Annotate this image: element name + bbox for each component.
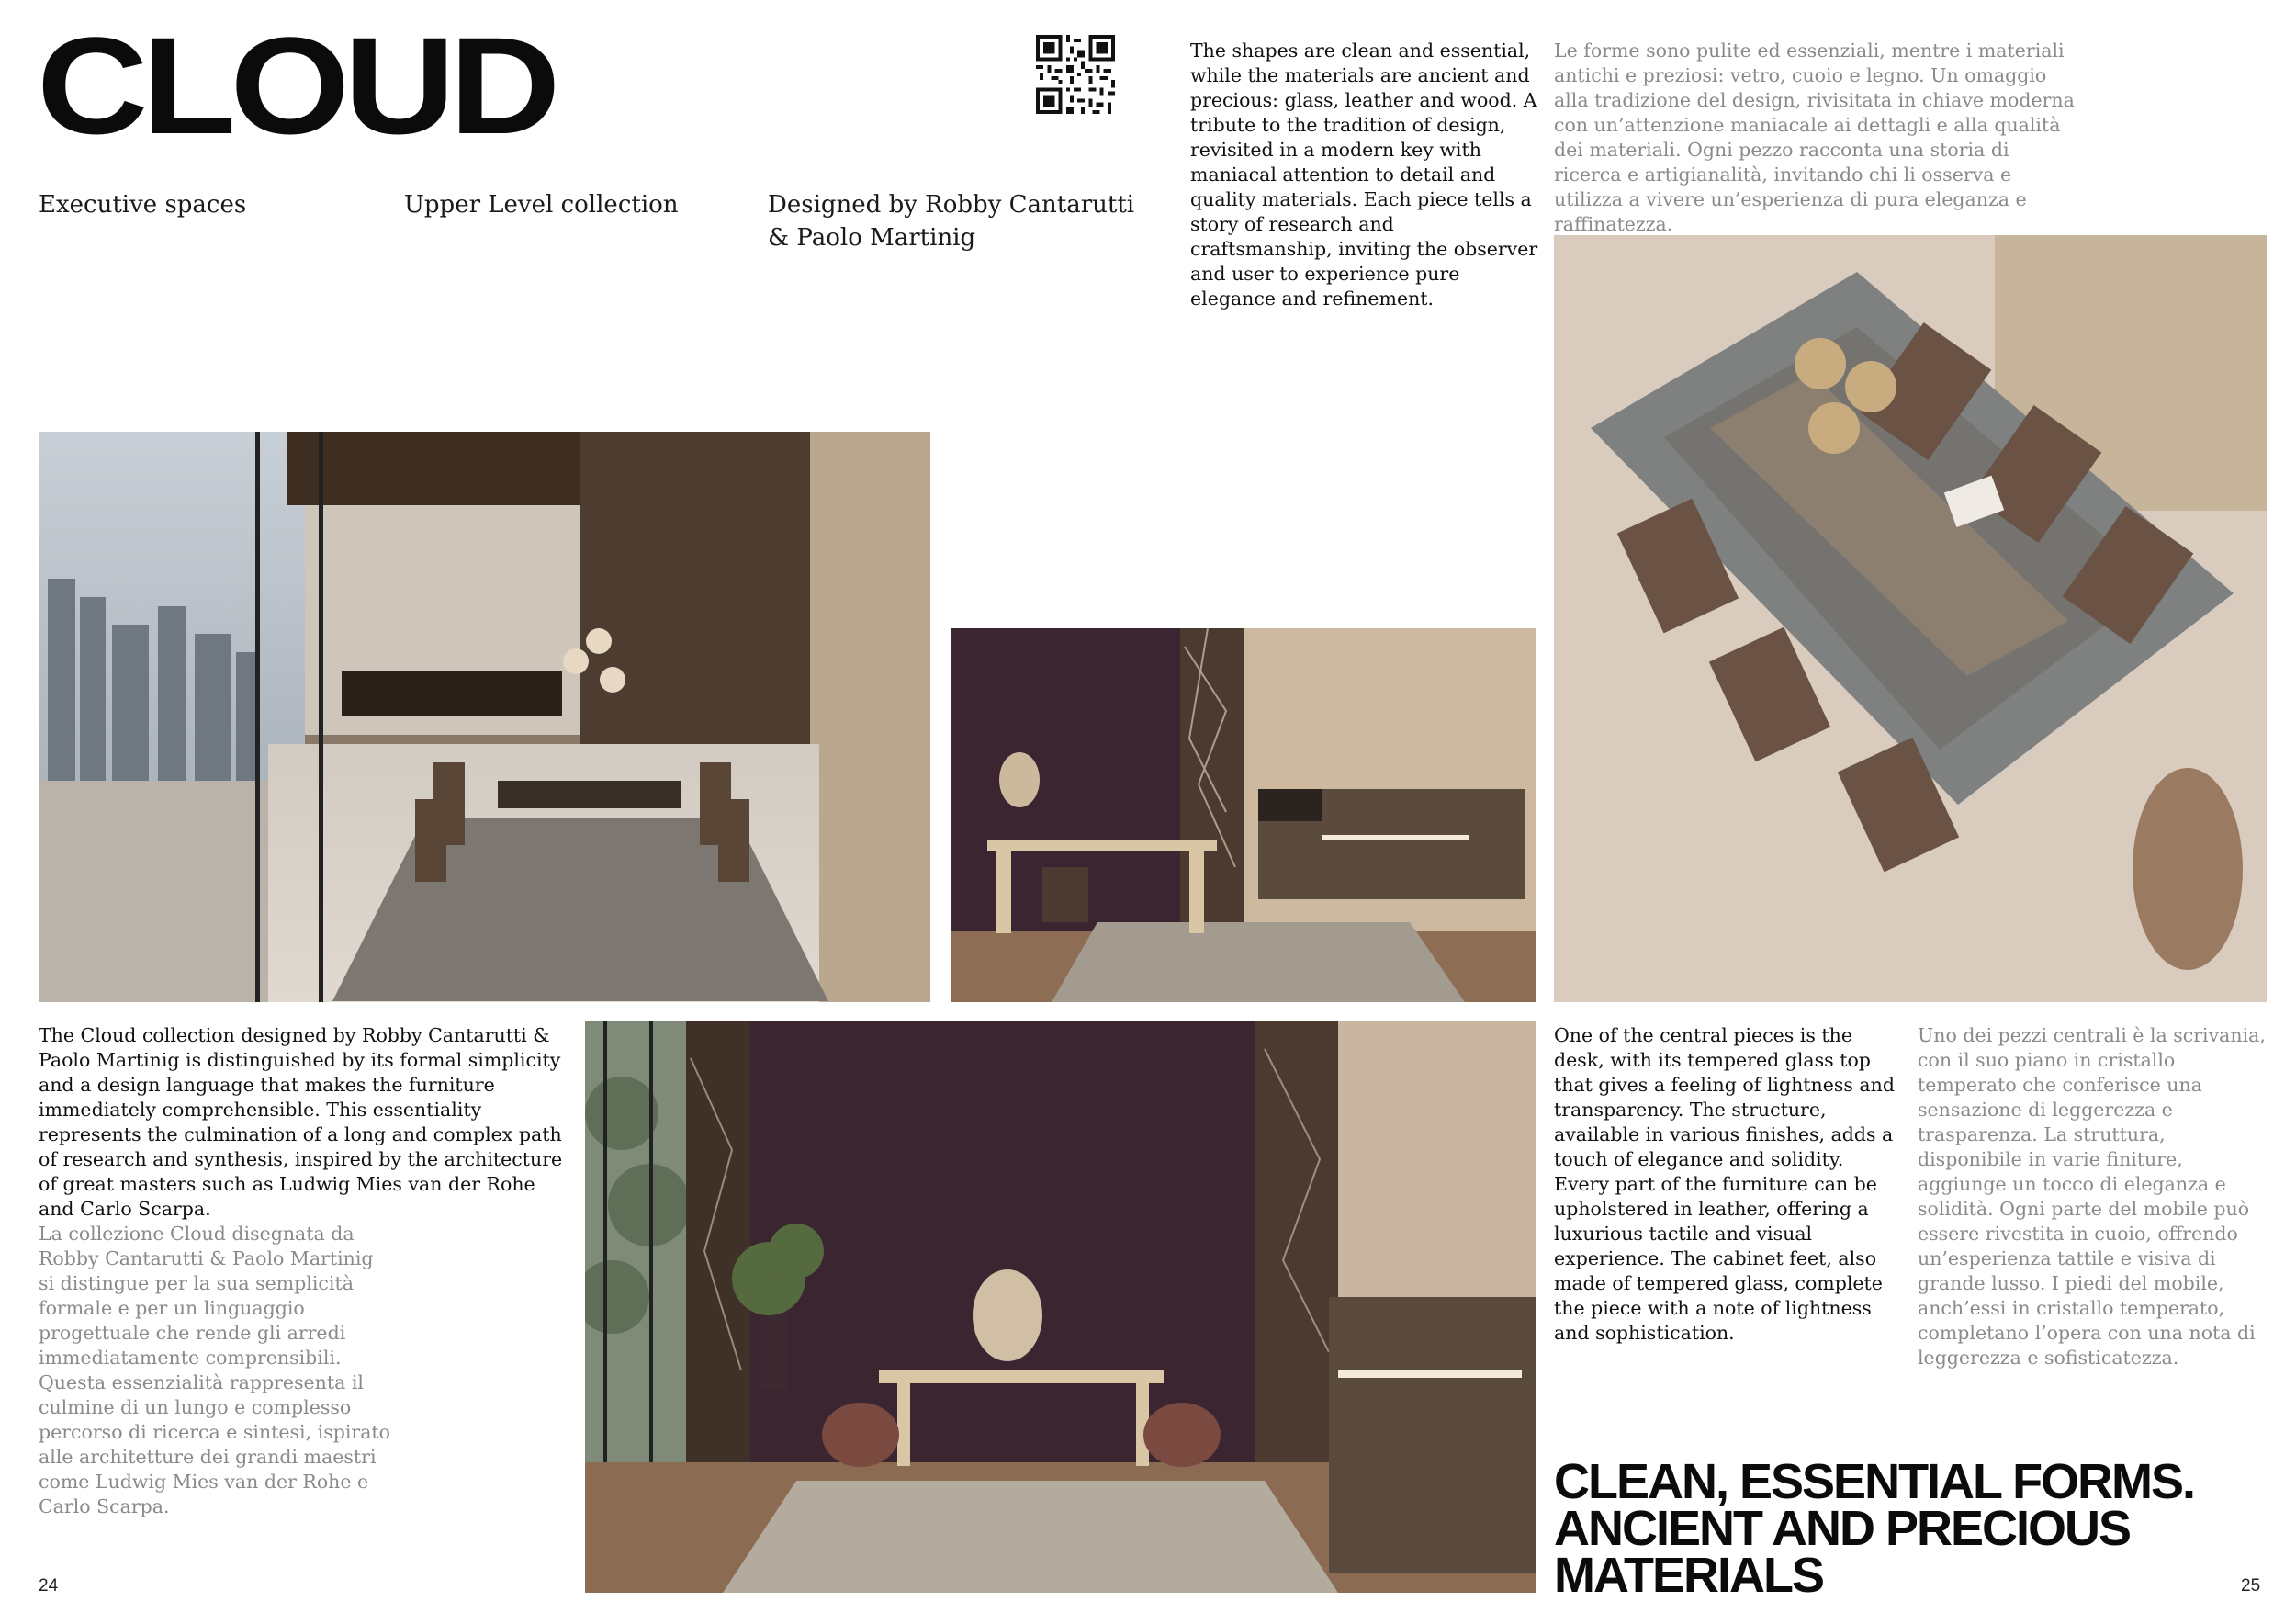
qr-code-icon[interactable] (1036, 35, 1115, 114)
brand-title: CLOUD (37, 8, 555, 163)
collection-text-en: The Cloud collection designed by Robby Cantarutti & Paolo Martinig is distinguished by its formal simplicity and a design language that makes the furniture immediately comprehensible. This essentiality represents the culmination of a long and complex path of research and synthesis, inspired by the architecture of great masters such as Ludwig Mies van der Rohe and Carlo Scarpa. (39, 1024, 563, 1220)
collection-text-it: La collezione Cloud disegnata da Robby Cantarutti & Paolo Martinig si distingue per la sua semplicità formale e per un linguaggio progettuale che rende gli arredi immediatamente comprensibili. Questa essenzialità rappresenta il culmine di un lungo e complesso percorso di ricerca e sintesi, ispirato alle architetture dei grandi maestri come Ludwig Mies van der Rohe e Carlo Scarpa. (39, 1223, 391, 1517)
page-number-right: 25 (2241, 1576, 2261, 1596)
desk-text-it: Uno dei pezzi centrali è la scrivania, con il suo piano in cristallo temperato che conferisce una sensazione di leggerezza e trasparenza. La struttura, disponibile in varie finiture, aggiunge un tocco di eleganza e solidità. Ogni parte del mobile può essere rivestita in cuoio, offrendo un’esperienza tattile e visiva di grande lusso. I piedi del mobile, anch’essi in cristallo temperato, completano l’opera con una nota di leggerezza e sofisticatezza. (1918, 1024, 2266, 1369)
page-number-left: 24 (39, 1576, 59, 1596)
desk-text-en: One of the central pieces is the desk, with its tempered glass top that gives a feeling of lightness and transparency. The structure, available in various finishes, adds a touch of elegance and solidity. Every part of the furniture can be upholstered in leather, offering a luxurious tactile and visual experience. The cabinet feet, also made of tempered glass, complete the piece with a note of lightness and sophistication. (1554, 1024, 1895, 1344)
meta-collection: Upper Level collection (404, 191, 679, 219)
meta-category: Executive spaces (39, 191, 247, 219)
meta-designer (768, 188, 1134, 254)
meta-designer-line2: & Paolo Martinig (768, 224, 976, 252)
photo-meeting-table-top-view (1554, 235, 2267, 1002)
meta-designer-line1: Designed by Robby Cantarutti (768, 191, 1135, 219)
photo-conference-room-skyline (39, 432, 930, 1002)
intro-text-en: The shapes are clean and essential, while the materials are ancient and precious: glass, leather and wood. A tribute to the tradition of design, revisited in a modern key with maniacal attention to detail and quality materials. Each piece tells a story of research and craftsmanship, inviting the observer and user to experience pure elegance and refinement. (1190, 39, 1538, 310)
headline: CLEAN, ESSENTIAL FORMS. ANCIENT AND PRECIOUS MATERIALS (1554, 1454, 2195, 1603)
intro-text-it: Le forme sono pulite ed essenziali, mentre i materiali antichi e preziosi: vetro, cuoio e legno. Un omaggio alla tradizione del design, rivisitata in chiave moderna con un’attenzione maniacale ai dettagli e alla qualità dei materiali. Ogni pezzo racconta una storia di ricerca e artigianalità, invitando chi li osserva e utilizza a vivere un’esperienza di pura eleganza e raffinatezza. (1554, 39, 2075, 235)
photo-office-desk-marble (951, 628, 1536, 1002)
photo-executive-office-window (585, 1021, 1536, 1593)
